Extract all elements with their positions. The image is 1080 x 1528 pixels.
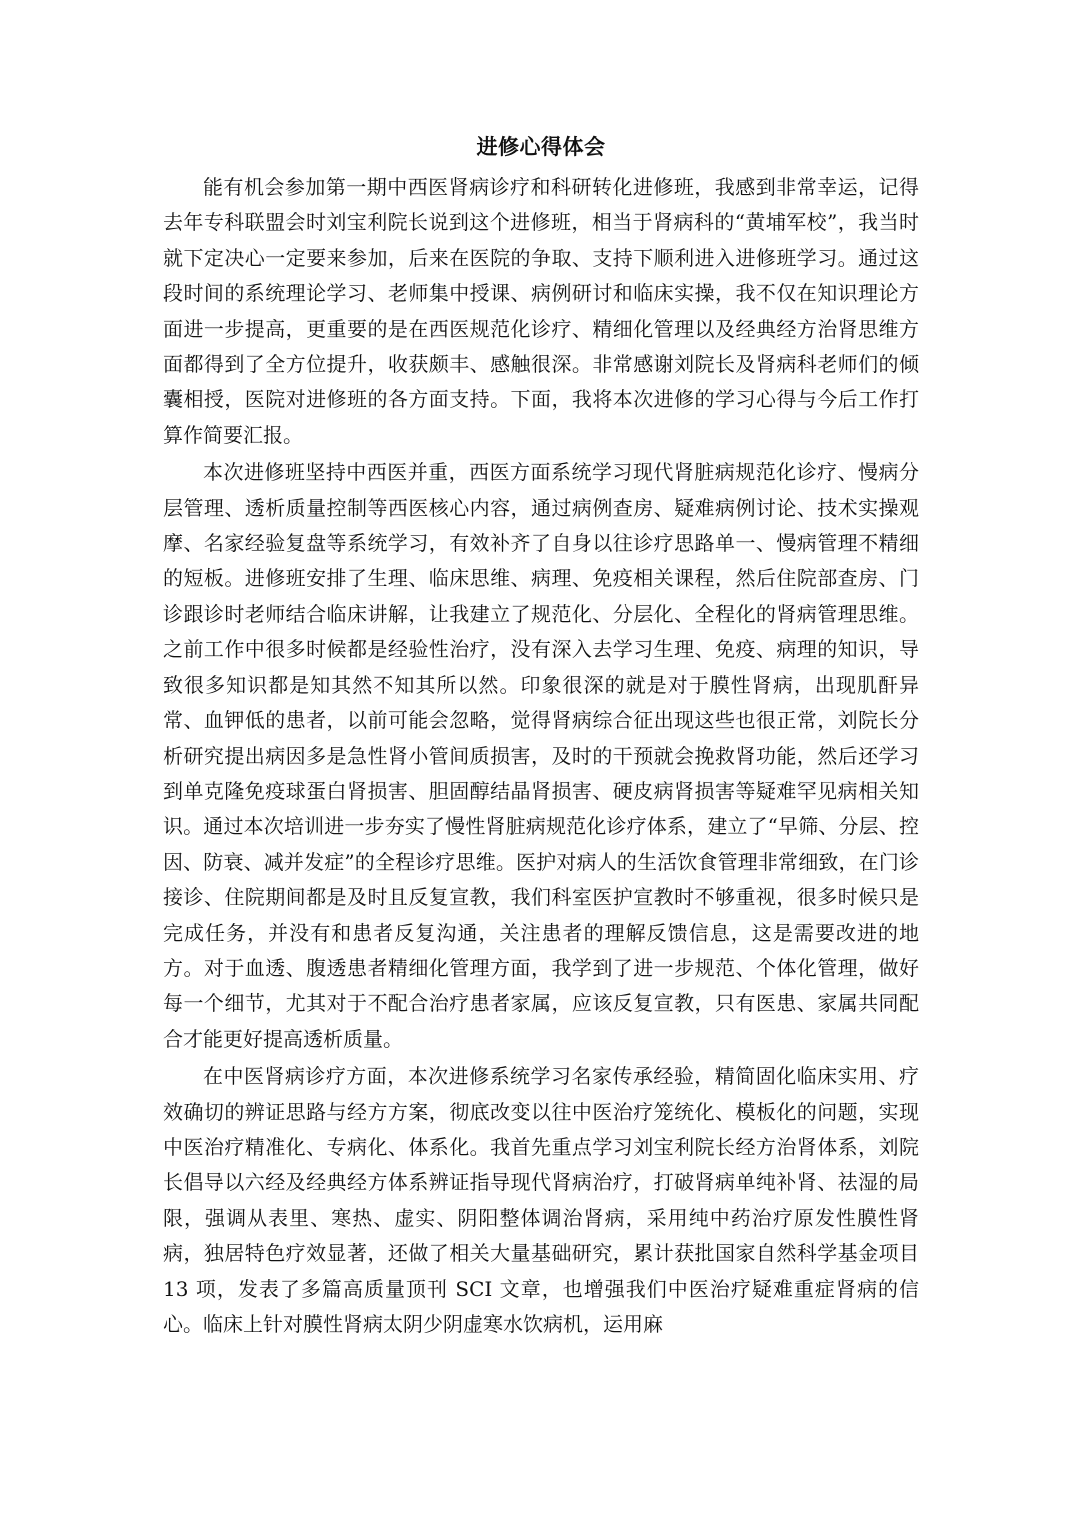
paragraph-western-medicine: 本次进修班坚持中西医并重，西医方面系统学习现代肾脏病规范化诊疗、慢病分层管理、透析质量控制等西医核心内容，通过病例查房、疑难病例讨论、技术实操观摩、名家经验复盘等系统学习，有效补齐了自身以往诊疗思路单一、慢病管理不精细的短板。进修班安排了生理、临床思维、病理、免疫相关课程，然后住院部查房、门诊跟诊时老师结合临床讲解，让我建立了规范化、分层化、全程化的肾病管理思维。之前工作中很多时候都是经验性治疗，没有深入去学习生理、免疫、病理的知识，导致很多知识都是知其然不知其所以然。印象很深的就是对于膜性肾病，出现肌酐异常、血钾低的患者，以前可能会忽略，觉得肾病综合征出现这些也很正常，刘院长分析研究提出病因多是急性肾小管间质损害，及时的干预就会挽救肾功能，然后还学习到单克隆免疫球蛋白肾损害、胆固醇结晶肾损害、硬皮病肾损害等疑难罕见病相关知识。通过本次培训进一步夯实了慢性肾脏病规范化诊疗体系，建立了“早筛、分层、控因、防衰、减并发症”的全程诊疗思维。医护对病人的生活饮食管理非常细致，在门诊接诊、住院期间都是及时且反复宣教，我们科室医护宣教时不够重视，很多时候只是完成任务，并没有和患者反复沟通，关注患者的理解反馈信息，这是需要改进的地方。对于血透、腹透患者精细化管理方面，我学到了进一步规范、个体化管理，做好每一个细节，尤其对于不配合治疗患者家属，应该反复宣教，只有医患、家属共同配合才能更好提高透析质量。 <box>163 460 919 1051</box>
document-page <box>163 128 919 1342</box>
paragraph-chinese-medicine: 在中医肾病诊疗方面，本次进修系统学习名家传承经验，精简固化临床实用、疗效确切的辨证思路与经方方案，彻底改变以往中医治疗笼统化、模板化的问题，实现中医治疗精准化、专病化、体系化。我首先重点学习刘宝利院长经方治肾体系，刘院长倡导以六经及经典经方体系辨证指导现代肾病治疗，打破肾病单纯补肾、祛湿的局限，强调从表里、寒热、虚实、阴阳整体调治肾病，采用纯中药治疗原发性膜性肾病，独居特色疗效显著，还做了相关大量基础研究，累计获批国家自然科学基金项目 13 项，发表了多篇高质量顶刊 SCI 文章，也增强我们中医治疗疑难重症肾病的信心。临床上针对膜性肾病太阴少阴虚寒水饮病机，运用麻 <box>163 1064 919 1336</box>
paragraph-intro: 能有机会参加第一期中西医肾病诊疗和科研转化进修班，我感到非常幸运，记得去年专科联盟会时刘宝利院长说到这个进修班，相当于肾病科的“黄埔军校”，我当时就下定决心一定要来参加，后来在医院的争取、支持下顺利进入进修班学习。通过这段时间的系统理论学习、老师集中授课、病例研讨和临床实操，我不仅在知识理论方面进一步提高，更重要的是在西医规范化诊疗、精细化管理以及经典经方治肾思维方面都得到了全方位提升，收获颇丰、感触很深。非常感谢刘院长及肾病科老师们的倾囊相授，医院对进修班的各方面支持。下面，我将本次进修的学习心得与今后工作打算作简要汇报。 <box>163 175 919 447</box>
document-title: 进修心得体会 <box>476 134 606 159</box>
